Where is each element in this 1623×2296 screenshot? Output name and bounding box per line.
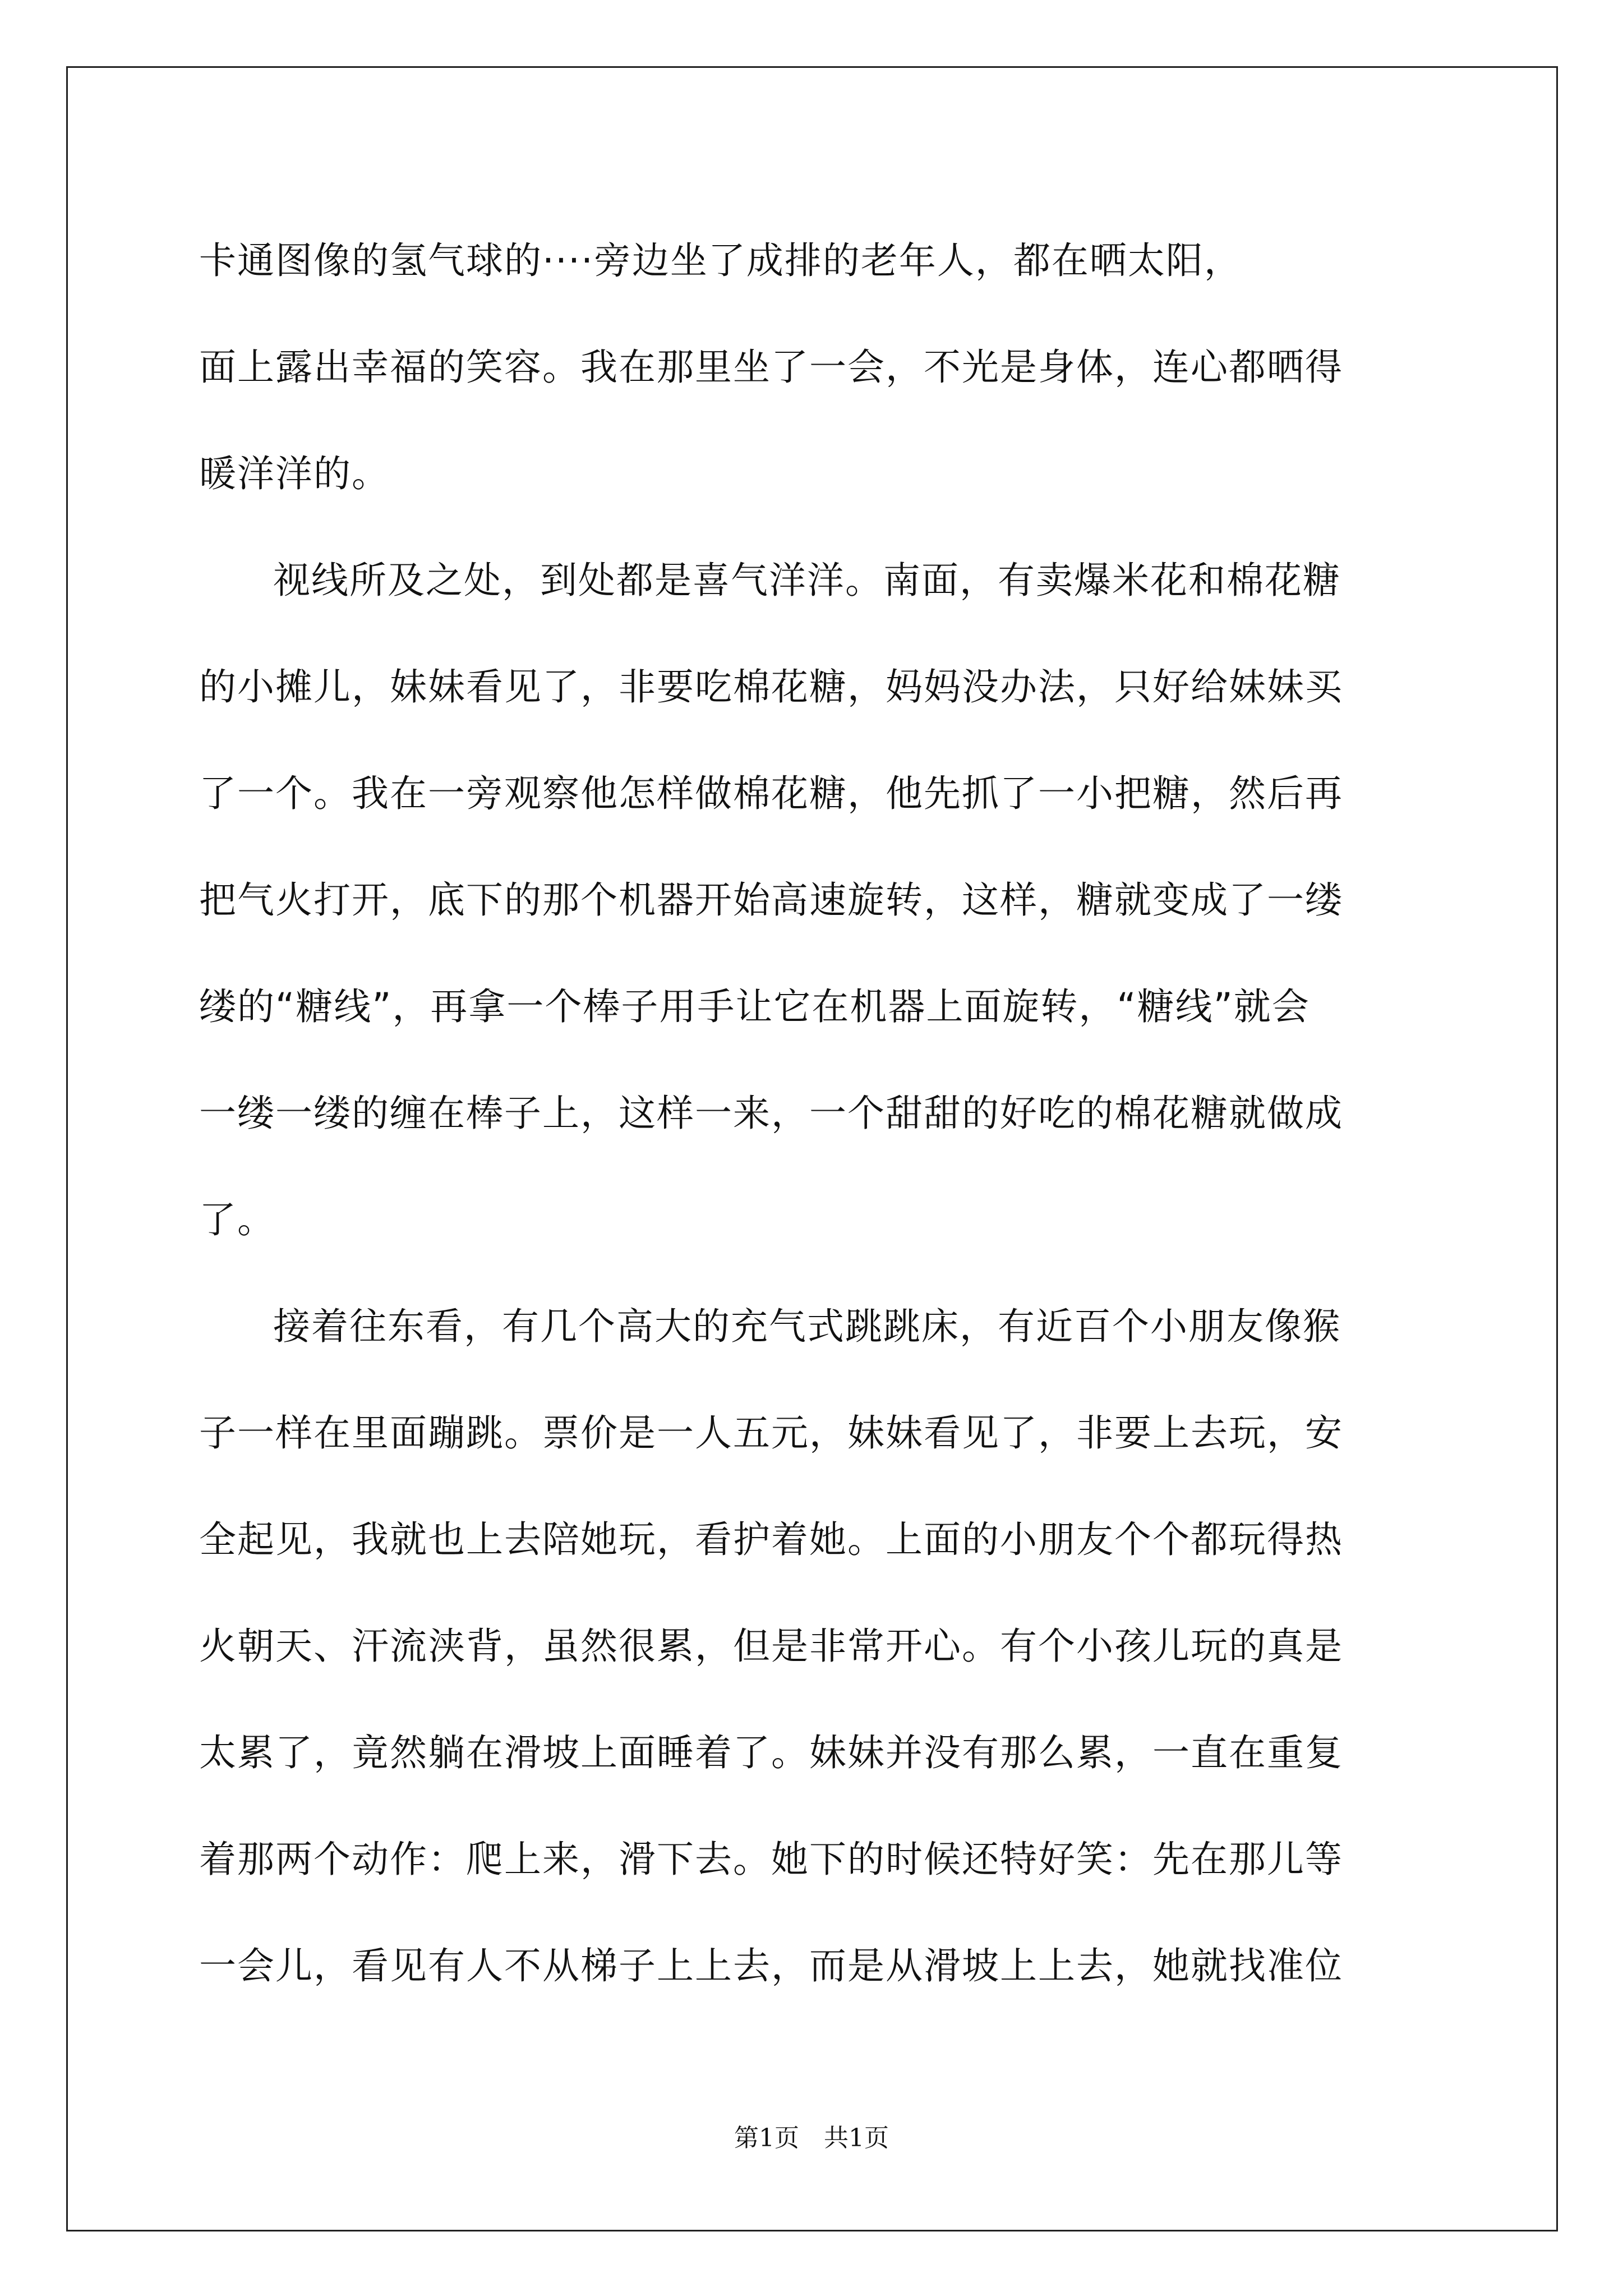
text-line: 面上露出幸福的笑容。我在那里坐了一会，不光是身体，连心都晒得 (199, 346, 1343, 389)
document-body (199, 208, 1427, 2019)
text-line: 全起见，我就也上去陪她玩，看护着她。上面的小朋友个个都玩得热 (199, 1518, 1343, 1561)
text-line: 缕的“糖线”，再拿一个棒子用手让它在机器上面旋转，“糖线”就会 (199, 985, 1310, 1028)
text-line: 的小摊儿，妹妹看见了，非要吃棉花糖，妈妈没办法，只好给妹妹买 (199, 665, 1343, 708)
text-line: 一缕一缕的缠在棒子上，这样一来，一个甜甜的好吃的棉花糖就做成 (199, 1092, 1343, 1135)
paragraph-1 (199, 208, 1427, 527)
text-line: 把气火打开，底下的那个机器开始高速旋转，这样，糖就变成了一缕 (199, 878, 1343, 922)
text-line: 了。 (199, 1198, 275, 1241)
text-line: 子一样在里面蹦跳。票价是一人五元，妹妹看见了，非要上去玩，安 (199, 1411, 1343, 1455)
text-line: 视线所及之处，到处都是喜气洋洋。南面，有卖爆米花和棉花糖 (273, 559, 1341, 602)
text-line: 太累了，竟然躺在滑坡上面睡着了。妹妹并没有那么累，一直在重复 (199, 1731, 1343, 1774)
text-line: 一会儿，看见有人不从梯子上上去，而是从滑坡上上去，她就找准位 (199, 1944, 1343, 1987)
text-line: 着那两个动作：爬上来，滑下去。她下的时候还特好笑：先在那儿等 (199, 1838, 1343, 1881)
text-line: 了一个。我在一旁观察他怎样做棉花糖，他先抓了一小把糖，然后再 (199, 772, 1343, 815)
text-line: 接着往东看，有几个高大的充气式跳跳床，有近百个小朋友像猴 (273, 1305, 1341, 1348)
text-line: 卡通图像的氢气球的····旁边坐了成排的老年人，都在晒太阳， (199, 239, 1242, 282)
text-line: 暖洋洋的。 (199, 452, 390, 495)
text-line: 火朝天、汗流浃背，虽然很累，但是非常开心。有个小孩儿玩的真是 (199, 1625, 1343, 1668)
paragraph-3 (199, 1273, 1427, 2019)
page-number-footer: 第1页 共1页 (734, 2124, 889, 2152)
paragraph-2 (199, 527, 1427, 1273)
